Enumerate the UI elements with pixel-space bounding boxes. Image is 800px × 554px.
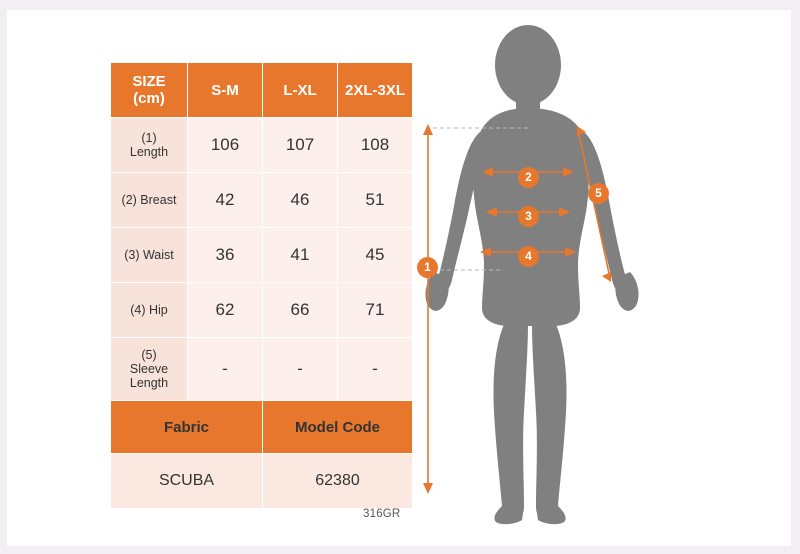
table-row — [111, 338, 413, 401]
table-row — [111, 173, 413, 228]
arrow-length-head-bottom — [423, 483, 433, 494]
cell-length-lxl: 107 — [263, 118, 338, 173]
page-top-border — [0, 0, 800, 10]
cell-length-2xl3xl: 108 — [338, 118, 413, 173]
header-size — [111, 63, 188, 118]
product-code-note: 316GR — [363, 508, 401, 520]
cell-waist-2xl3xl: 45 — [338, 228, 413, 283]
badge-1-length: 1 — [417, 257, 438, 278]
cell-sleeve-lxl: - — [263, 338, 338, 401]
header-size-line2: (cm) — [133, 90, 165, 107]
badge-3-waist: 3 — [518, 206, 539, 227]
cell-length-sm: 106 — [188, 118, 263, 173]
row-label-sleeve-line3: Length — [129, 376, 169, 390]
header-l-xl: L-XL — [263, 63, 338, 118]
value-fabric: SCUBA — [111, 454, 263, 509]
row-label-sleeve-length — [111, 338, 188, 401]
header-size-line1: SIZE — [132, 73, 166, 90]
row-label-waist: (3) Waist — [111, 228, 188, 283]
cell-hip-2xl3xl: 71 — [338, 283, 413, 338]
arrow-sleeve-head-bottom — [602, 272, 611, 282]
table-footer-header-row — [111, 401, 413, 454]
arrow-length-head-top — [423, 124, 433, 135]
header-2xl-3xl: 2XL-3XL — [338, 63, 413, 118]
size-table-header — [111, 63, 413, 118]
page-left-border — [0, 0, 7, 554]
header-s-m: S-M — [188, 63, 263, 118]
table-row — [111, 228, 413, 283]
row-label-sleeve-line2: Sleeve — [129, 362, 169, 376]
cell-sleeve-sm: - — [188, 338, 263, 401]
badge-5-sleeve-length: 5 — [588, 183, 609, 204]
cell-waist-sm: 36 — [188, 228, 263, 283]
cell-hip-sm: 62 — [188, 283, 263, 338]
row-label-hip: (4) Hip — [111, 283, 188, 338]
cell-breast-sm: 42 — [188, 173, 263, 228]
table-row — [111, 283, 413, 338]
body-silhouette-svg — [410, 20, 790, 540]
row-label-length-line2: Length — [129, 145, 169, 159]
badge-4-hip: 4 — [518, 246, 539, 267]
row-label-length — [111, 118, 188, 173]
row-label-breast: (2) Breast — [111, 173, 188, 228]
table-footer-value-row — [111, 454, 413, 509]
table-row — [111, 118, 413, 173]
page-bottom-border — [0, 546, 800, 554]
header-model-code: Model Code — [263, 401, 413, 454]
value-model-code: 62380 — [263, 454, 413, 509]
measurement-figure — [410, 20, 790, 540]
cell-hip-lxl: 66 — [263, 283, 338, 338]
row-label-length-line1: (1) — [141, 131, 157, 145]
header-fabric: Fabric — [111, 401, 263, 454]
cell-sleeve-2xl3xl: - — [338, 338, 413, 401]
table-header-row — [111, 63, 413, 118]
cell-waist-lxl: 41 — [263, 228, 338, 283]
row-label-sleeve-line1: (5) — [141, 348, 157, 362]
cell-breast-lxl: 46 — [263, 173, 338, 228]
badge-2-breast: 2 — [518, 167, 539, 188]
cell-breast-2xl3xl: 51 — [338, 173, 413, 228]
size-table — [110, 62, 413, 509]
size-table-body — [111, 118, 413, 509]
page-right-border — [791, 0, 800, 554]
